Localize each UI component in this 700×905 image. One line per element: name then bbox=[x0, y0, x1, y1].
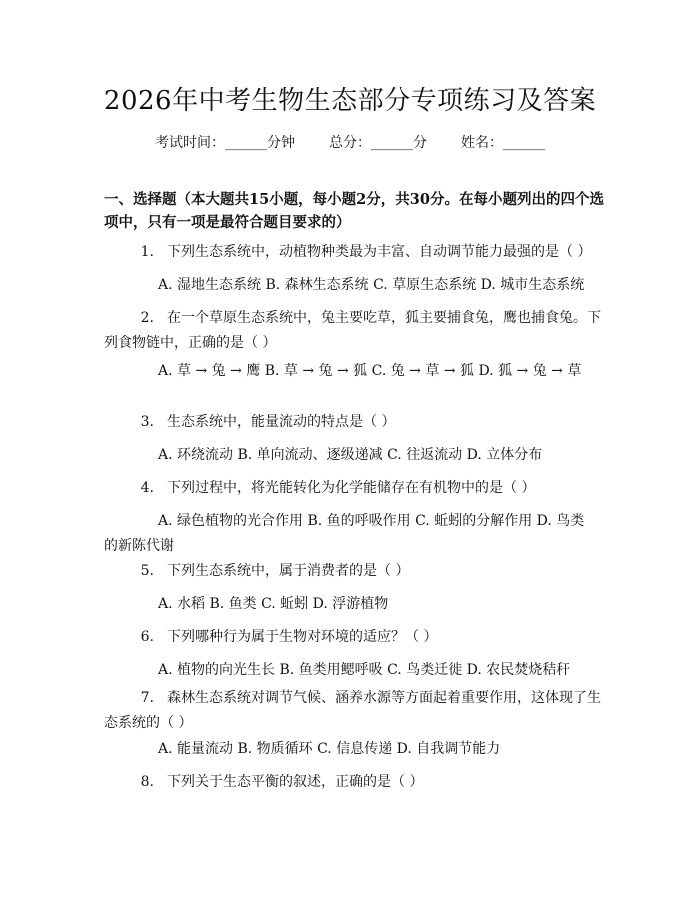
question-options: A. 草 → 兔 → 鹰 B. 草 → 兔 → 狐 C. 兔 → 草 → 狐 D. 狐 → 兔 → 草 bbox=[158, 363, 582, 379]
question-options: A. 能量流动 B. 物质循环 C. 信息传递 D. 自我调节能力 bbox=[158, 741, 501, 757]
question-text: 在一个草原生态系统中，兔主要吃草，狐主要捕食兔，鹰也捕食兔。下列食物链中，正确的是（ ） bbox=[104, 310, 601, 351]
exam-meta bbox=[0, 132, 700, 152]
question-stem bbox=[104, 770, 602, 795]
question-number: 6. bbox=[140, 629, 154, 645]
question-stem bbox=[104, 559, 602, 584]
question-stem bbox=[104, 306, 602, 356]
question-stem bbox=[104, 625, 602, 650]
question-options: A. 水稻 B. 鱼类 C. 蚯蚓 D. 浮游植物 bbox=[158, 596, 389, 612]
exam-time-field: 考试时间：______分钟 bbox=[155, 135, 295, 151]
question-number: 7. bbox=[140, 690, 154, 706]
section-heading: 一、选择题（本大题共15小题，每小题2分，共30分。在每小题列出的四个选项中，只有一项是最符合题目要求的） bbox=[104, 191, 604, 231]
question-text: 下列过程中，将光能转化为化学能储存在有机物中的是（ ） bbox=[167, 480, 536, 496]
question-stem bbox=[104, 686, 602, 736]
question-stem bbox=[104, 476, 602, 501]
student-name-field: 姓名：______ bbox=[461, 135, 545, 151]
question-text: 森林生态系统对调节气候、涵养水源等方面起着重要作用，这体现了生态系统的（ ） bbox=[104, 690, 601, 731]
question-number: 4. bbox=[140, 480, 154, 496]
question-number: 8. bbox=[140, 774, 154, 790]
question-text: 下列生态系统中，属于消费者的是（ ） bbox=[167, 563, 410, 579]
question-options: A. 绿色植物的光合作用 B. 鱼的呼吸作用 C. 蚯蚓的分解作用 D. 鸟类的新陈代谢 bbox=[104, 513, 585, 554]
question-stem bbox=[104, 410, 602, 435]
question-text: 下列关于生态平衡的叙述，正确的是（ ） bbox=[167, 774, 424, 790]
question-stem bbox=[104, 240, 602, 265]
page-title: 2026年中考生物生态部分专项练习及答案 bbox=[103, 86, 597, 116]
question-options: A. 环绕流动 B. 单向流动、逐级递减 C. 往返流动 D. 立体分布 bbox=[158, 447, 543, 463]
question-number: 5. bbox=[140, 563, 154, 579]
question-number: 2. bbox=[140, 310, 154, 326]
question-number: 3. bbox=[140, 414, 154, 430]
question-options: A. 植物的向光生长 B. 鱼类用鳃呼吸 C. 鸟类迁徙 D. 农民焚烧秸秆 bbox=[158, 662, 571, 678]
total-score-field: 总分：______分 bbox=[329, 135, 427, 151]
question-text: 下列生态系统中，动植物种类最为丰富、自动调节能力最强的是（ ） bbox=[167, 244, 592, 260]
question-text: 生态系统中，能量流动的特点是（ ） bbox=[167, 414, 396, 430]
question-text: 下列哪种行为属于生物对环境的适应？（ ） bbox=[167, 629, 438, 645]
question-number: 1. bbox=[140, 244, 154, 260]
question-options: A. 湿地生态系统 B. 森林生态系统 C. 草原生态系统 D. 城市生态系统 bbox=[158, 277, 585, 293]
